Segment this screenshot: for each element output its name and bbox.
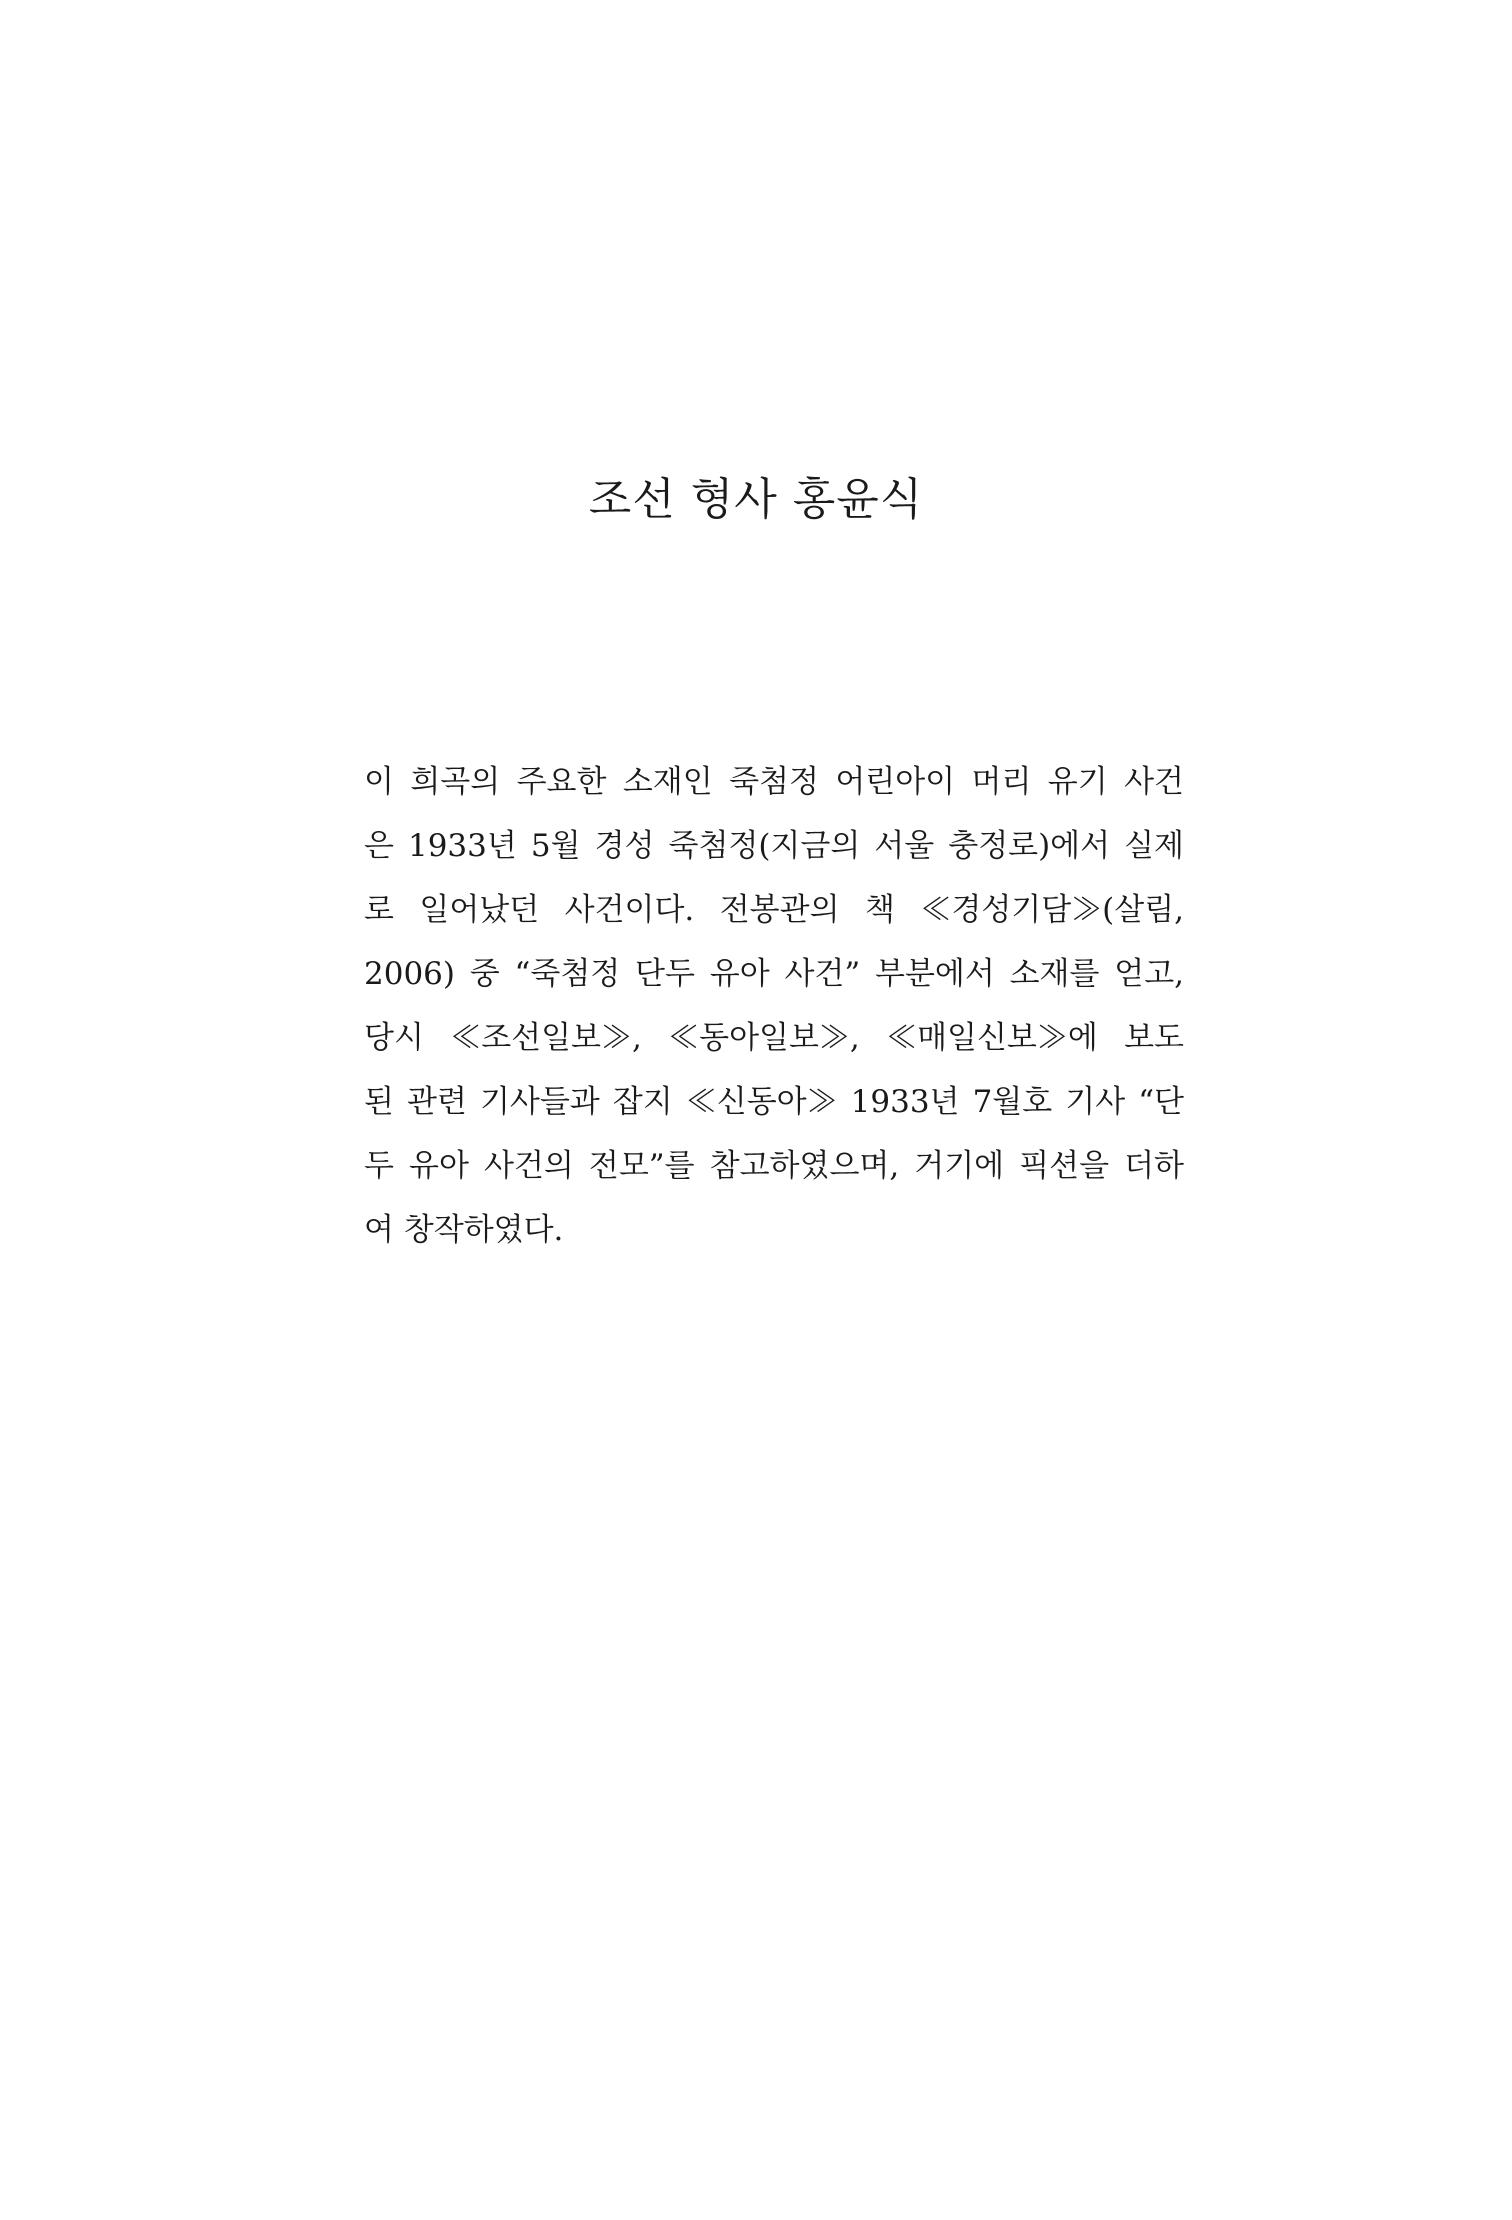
body-line: 두 유아 사건의 전모”를 참고하였으며, 거기에 픽션을 더하 <box>364 1148 1184 1184</box>
body-line: 2006) 중 “죽첨정 단두 유아 사건” 부분에서 소재를 얻고, <box>364 956 1184 992</box>
body-line: 여 창작하였다. <box>364 1212 564 1248</box>
body-line: 당시 ≪조선일보≫, ≪동아일보≫, ≪매일신보≫에 보도 <box>364 1020 1184 1056</box>
body-paragraph <box>364 750 1184 1262</box>
body-line: 은 1933년 5월 경성 죽첨정(지금의 서울 충정로)에서 실제 <box>364 828 1184 864</box>
body-line: 로 일어났던 사건이다. 전봉관의 책 ≪경성기담≫(살림, <box>364 892 1184 928</box>
body-line: 이 희곡의 주요한 소재인 죽첨정 어린아이 머리 유기 사건 <box>364 764 1184 800</box>
body-line: 된 관련 기사들과 잡지 ≪신동아≫ 1933년 7월호 기사 “단 <box>364 1084 1184 1120</box>
page-title: 조선 형사 홍윤식 <box>588 474 924 525</box>
